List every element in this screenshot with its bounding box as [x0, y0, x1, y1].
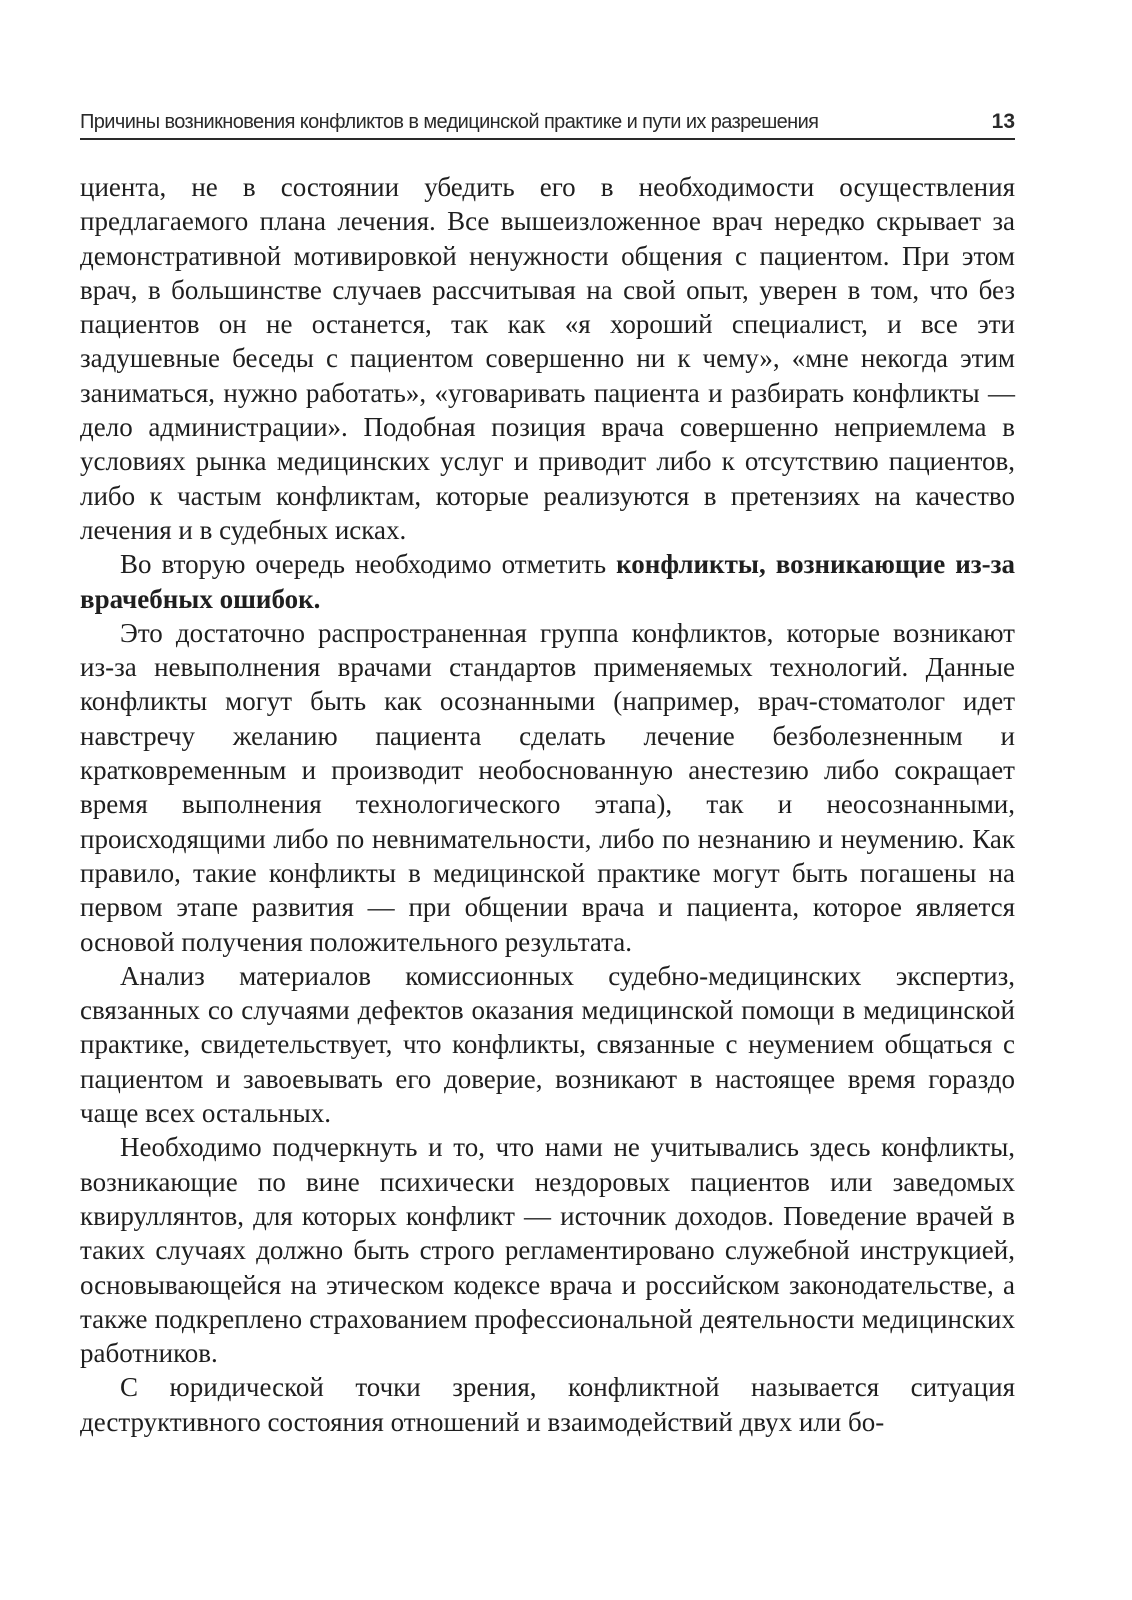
paragraph-continuation: циента, не в состоянии убедить его в необходимости осуществления предлагаемого плана лечения. Все вышеизложенное врач нередко скрывает за демонстративной мотивировкой ненужности общения с пациентом. При этом врач, в большинстве случаев рассчитывая на свой опыт, уверен в том, что без пациентов он не останется, так как «я хороший специалист, и все эти задушевные беседы с пациентом совершенно ни к чему», «мне некогда этим заниматься, нужно работать», «уговаривать пациента и разбирать конфликты — дело администрации». Подобная позиция врача совершенно неприемлема в условиях рынка медицинских услуг и приводит либо к отсутствию пациентов, либо к частым конфликтам, которые реализуются в претензиях на качество лечения и в судебных исках.: [80, 172, 1015, 545]
paragraph-expertise-analysis: Анализ материалов комиссионных судебно-медицинских экспертиз, связанных со случаями дефектов оказания медицинской помощи в медицинской практике, свидетельствует, что конфликты, связанные с неумением общаться с пациентом и завоевывать его доверие, возникают в настоящее время гораздо чаще всех остальных.: [80, 960, 1015, 1129]
bold-term-medical-errors: конфликты, возникающие из-за врачебных ошибок.: [80, 549, 1016, 614]
running-head: [80, 108, 1015, 140]
page-number: 13: [991, 110, 1015, 133]
paragraph-medical-errors: [80, 547, 1015, 616]
running-title: Причины возникновения конфликтов в медицинской практике и пути их разрешения: [80, 111, 819, 133]
paragraph-legal-definition: С юридической точки зрения, конфликтной называется ситуация деструктивного состояния отношений и взаимодействий двух или бо-: [80, 1372, 1015, 1437]
paragraph-conflict-group: Это достаточно распространенная группа конфликтов, которые возникают из-за невыполнения врачами стандартов применяемых технологий. Данные конфликты могут быть как осознанными (например, врач-стоматолог идет навстречу желанию пациента сделать лечение безболезненным и кратковременным и производит необоснованную анестезию либо сокращает время выполнения технологического этапа), так и неосознанными, происходящими либо по невнимательности, либо по незнанию и неумению. Как правило, такие конфликты в медицинской практике могут быть погашены на первом этапе развития — при общении врача и пациента, которое является основой получения положительного результата.: [80, 617, 1015, 957]
paragraph-excluded-conflicts: Необходимо подчеркнуть и то, что нами не учитывались здесь конфликты, возникающие по вине психически нездоровых пациентов или заведомых квируллянтов, для которых конфликт — источник доходов. Поведение врачей в таких случаях должно быть строго регламентировано служебной инструкцией, основывающейся на этическом кодексе врача и российском законодательстве, а также подкреплено страхованием профессиональной деятельности медицинских работников.: [80, 1132, 1015, 1369]
body-text: [80, 170, 1015, 1439]
paragraph-lead-text: Во вторую очередь необходимо отметить: [120, 549, 617, 580]
